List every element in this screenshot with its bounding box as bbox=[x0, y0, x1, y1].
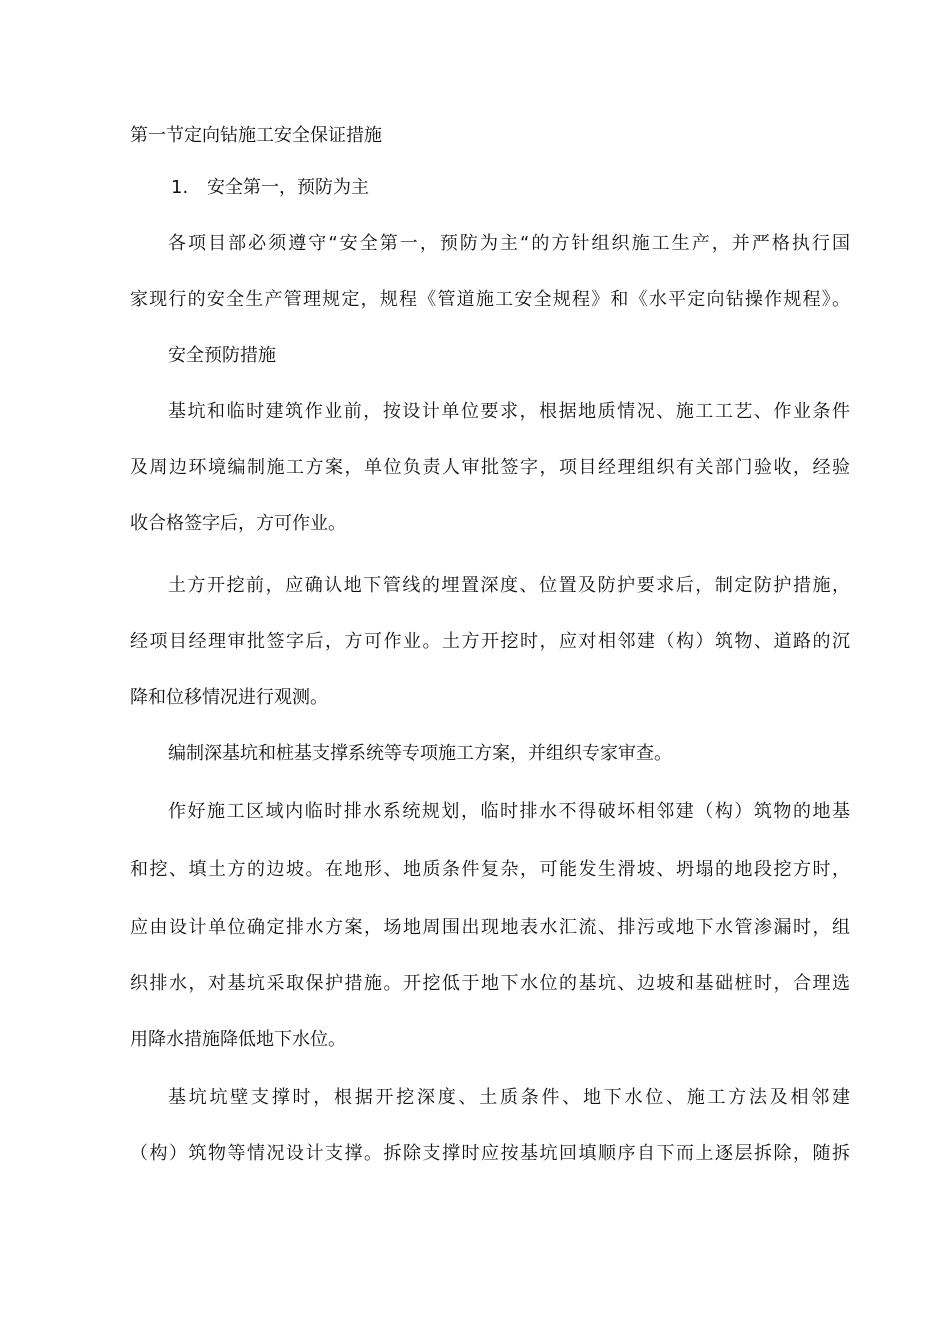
heading-number: 1. bbox=[171, 177, 189, 198]
paragraph-line: 各项目部必须遵守“安全第一，预防为主“的方针组织施工生产，并严格执行国 bbox=[168, 233, 850, 254]
paragraph-line: 土方开挖前，应确认地下管线的埋置深度、位置及防护要求后，制定防护措施， bbox=[168, 575, 850, 596]
paragraph-line: 作好施工区域内临时排水系统规划，临时排水不得破坏相邻建（构）筑物的地基 bbox=[168, 801, 850, 822]
paragraph-line: 基坑和临时建筑作业前，按设计单位要求，根据地质情况、施工工艺、作业条件 bbox=[168, 401, 850, 422]
paragraph-line: 用降水措施降低地下水位。 bbox=[130, 1029, 346, 1050]
paragraph-line: 织排水，对基坑采取保护措施。开挖低于地下水位的基坑、边坡和基础桩时，合理选 bbox=[130, 973, 850, 994]
paragraph-line: 应由设计单位确定排水方案，场地周围出现地表水汇流、排污或地下水管渗漏时，组 bbox=[130, 917, 850, 938]
subheading: 安全预防措施 bbox=[168, 345, 276, 366]
paragraph-line: 及周边环境编制施工方案，单位负责人审批签字，项目经理组织有关部门验收，经验 bbox=[130, 457, 850, 478]
paragraph-line: 降和位移情况进行观测。 bbox=[130, 687, 328, 708]
paragraph-line: 经项目经理审批签字后，方可作业。土方开挖时，应对相邻建（构）筑物、道路的沉 bbox=[130, 631, 850, 652]
paragraph-line: （构）筑物等情况设计支撑。拆除支撑时应按基坑回填顺序自下而上逐层拆除，随拆 bbox=[130, 1143, 850, 1164]
numbered-heading bbox=[171, 176, 891, 200]
paragraph-line: 和挖、填土方的边坡。在地形、地质条件复杂，可能发生滑坡、坍塌的地段挖方时， bbox=[130, 859, 850, 880]
paragraph-line: 编制深基坑和桩基支撑系统等专项施工方案，并组织专家审查。 bbox=[168, 743, 672, 764]
paragraph-line: 家现行的安全生产管理规定，规程《管道施工安全规程》和《水平定向钻操作规程》。 bbox=[130, 289, 850, 310]
section-title: 第一节定向钻施工安全保证措施 bbox=[130, 125, 382, 146]
heading-text: 安全第一，预防为主 bbox=[207, 177, 369, 198]
paragraph-line: 基坑坑壁支撑时，根据开挖深度、土质条件、地下水位、施工方法及相邻建 bbox=[168, 1087, 850, 1108]
paragraph-line: 收合格签字后，方可作业。 bbox=[130, 513, 346, 534]
